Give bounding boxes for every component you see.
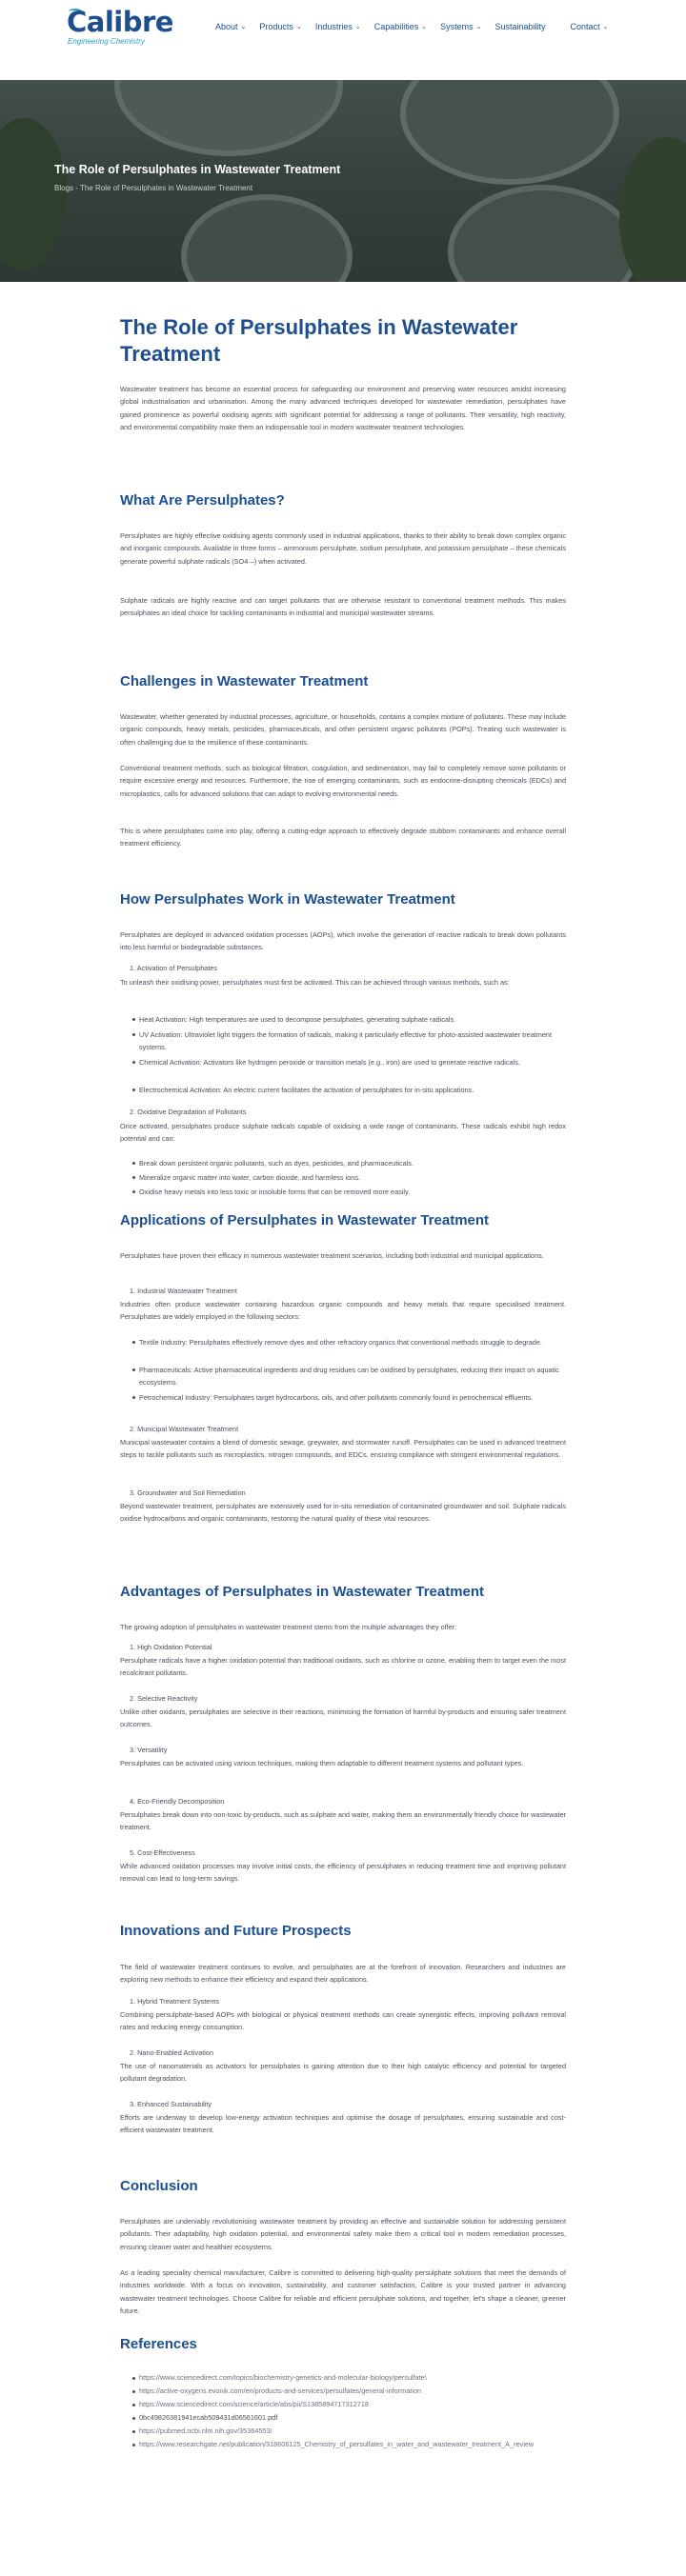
reference-link[interactable]: 0bc49826381941ecab509431d06561601.pdf <box>139 2413 278 2422</box>
list-item-number: 1. Industrial Wastewater Treatment <box>130 1287 237 1295</box>
advantage-text: Persulphates can be activated using various techniques, making them adaptable to different treatment systems and pollutant types. <box>120 1759 524 1767</box>
hero-overlay <box>0 80 686 282</box>
logo-wordmark: Calibre <box>67 6 173 38</box>
innovation-text: Combining persulphate-based AOPs with biological or physical treatment methods can create synergistic effects, improving pollutant removal rates and reducing energy consumption. <box>120 2010 566 2032</box>
article-title-line: Treatment <box>120 342 221 366</box>
breadcrumb[interactable]: Blogs - The Role of Persulphates in Wastewater Treatment <box>54 184 253 192</box>
chevron-down-icon: ⌄ <box>240 24 247 30</box>
advantage-text: While advanced oxidation processes may involve initial costs, the efficiency of persulphates in reducing treatment time and improving pollutant removal can lead to long-term savings. <box>120 1862 566 1884</box>
reference-link[interactable]: https://www.sciencedirect.com/topics/biochemistry-genetics-and-molecular-biology/persulfate\ <box>139 2373 427 2382</box>
site-header <box>0 0 686 80</box>
section-heading-advantages: Advantages of Persulphates in Wastewater Treatment <box>120 1584 485 1600</box>
innovations-intro: The field of wastewater treatment continues to evolve, and persulphates are at the forefront of innovation. Researchers and industries are exploring new methods to enhance their efficiency and expand their applications. <box>120 1963 566 1985</box>
nav-label: Industries <box>314 22 353 31</box>
list-item: Oxidise heavy metals into less toxic or insoluble forms that can be removed more easily. <box>139 1186 566 1198</box>
nav-label: Products <box>259 22 293 31</box>
list-item-number: 3. Enhanced Sustainability <box>130 2100 212 2108</box>
nav-label: About <box>215 22 238 31</box>
nav-item-systems[interactable] <box>440 20 481 33</box>
section-heading-references: References <box>120 2336 197 2352</box>
list-item: Mineralize organic matter into water, carbon dioxide, and harmless ions. <box>139 1171 566 1184</box>
list-item-number: 5. Cost-Effectiveness <box>130 1848 195 1857</box>
chevron-down-icon: ⌄ <box>354 24 361 30</box>
list-item: Break down persistent organic pollutants, such as dyes, pesticides, and pharmaceuticals. <box>139 1157 566 1169</box>
nav-item-capabilities[interactable] <box>374 20 427 33</box>
section-heading-what: What Are Persulphates? <box>120 492 285 509</box>
advantage-text: Unlike other oxidants, persulphates are selective in their reactions, minimising the formation of harmful by-products and ensuring safer treatment outcomes. <box>120 1707 566 1729</box>
nav-item-contact[interactable] <box>571 20 609 33</box>
nav-label: Sustainability <box>494 22 546 31</box>
nav-label: Systems <box>440 22 474 31</box>
innovation-text: Efforts are underway to develop low-energy activation techniques and optimise the dosage of persulphates, ensuring sustainable and cost-efficient wastewater treatment. <box>120 2113 566 2135</box>
conclusion-paragraph-1: Persulphates are undeniably revolutionising wastewater treatment by providing an effective and sustainable solution for addressing persistent pollutants. Their adaptability, high oxidation potential, and environmental safety make them a critical tool in modern remediation processes, ensuring cleaner water and healthier ecosystems. <box>120 2217 566 2251</box>
section-heading-challenges: Challenges in Wastewater Treatment <box>120 673 369 689</box>
applications-intro: Persulphates have proven their efficacy in numerous wastewater treatment scenarios, including both industrial and municipal applications. <box>120 1251 544 1260</box>
advantage-text: Persulphates break down into non-toxic by-products, such as sulphate and water, making them an environmentally friendly choice for wastewater treatment. <box>120 1810 566 1832</box>
list-item-number: 3. Groundwater and Soil Remediation <box>130 1488 246 1497</box>
reference-link[interactable]: https://www.researchgate.net/publication/318606125_Chemistry_of_persulfates_in_water_and_wastewater_treatment_A_review <box>139 2440 535 2448</box>
article-title-line: The Role of Persulphates in Wastewater <box>120 315 518 339</box>
list-item: Textile Industry: Persulphates effectively remove dyes and other refractory organics that conventional methods struggle to degrade. <box>139 1336 566 1348</box>
section-heading-innovations: Innovations and Future Prospects <box>120 1923 352 1939</box>
what-paragraph-1: Persulphates are highly effective oxidising agents commonly used in industrial applications, thanks to their ability to break down complex organic and inorganic compounds. Available in three forms – ammonium persulphate, sodium persulphate, and potassium persulphate – these chemicals generate powerful sulphate radicals (SO4·–) when activated. <box>120 531 566 566</box>
list-item-number: 1. Activation of Persulphates <box>130 964 218 972</box>
list-item-number: 1. High Oxidation Potential <box>130 1643 212 1651</box>
chevron-down-icon: ⌄ <box>421 24 428 30</box>
nav-label: Contact <box>570 22 600 31</box>
list-item-number: 2. Municipal Wastewater Treatment <box>130 1425 239 1433</box>
chevron-down-icon: ⌄ <box>295 24 302 30</box>
how-intro: Persulphates are deployed in advanced oxidation processes (AOPs), which involve the generation of reactive radicals to break down pollutants into less harmful or biodegradable substances. <box>120 930 566 952</box>
list-item-number: 3. Versatility <box>130 1746 168 1754</box>
list-item: Pharmaceuticals: Active pharmaceutical ingredients and drug residues can be oxidised by persulphates, reducing their impact on aquatic ecosystems. <box>139 1364 566 1389</box>
reference-link[interactable]: https://pubmed.ncbi.nlm.nih.gov/35364553/ <box>139 2426 272 2435</box>
section-heading-conclusion: Conclusion <box>120 2178 198 2194</box>
advantage-text: Persulphate radicals have a higher oxidation potential than traditional oxidants, such as chlorine or ozone, enabling them to target even the most recalcitrant pollutants. <box>120 1656 566 1678</box>
logo-tagline: Engineering Chemistry <box>68 37 145 46</box>
nav-item-products[interactable] <box>259 20 301 33</box>
nav-item-industries[interactable] <box>315 20 361 33</box>
section-heading-how: How Persulphates Work in Wastewater Treatment <box>120 891 455 908</box>
challenges-paragraph-3: This is where persulphates come into play, offering a cutting-edge approach to effectively degrade stubborn contaminants and enhance overall treatment efficiency. <box>120 827 566 849</box>
applications-a3-text: Beyond wastewater treatment, persulphates are extensively used for in-situ remediation of contaminated groundwater and soil. Sulphate radicals oxidise hydrocarbons and organic contaminants, restoring the natural quality of these vital resources. <box>120 1502 566 1524</box>
list-item-number: 2. Selective Reactivity <box>130 1694 198 1703</box>
conclusion-paragraph-2: As a leading speciality chemical manufacturer, Calibre is committed to delivering high-quality persulphate solutions that meet the demands of industries worldwide. With a focus on innovation, sustainability, and customer satisfaction, Calibre is your trusted partner in advancing wastewater treatment technologies. Choose Calibre for reliable and efficient persulphate solutions, and together, let's shape a cleaner, greener future. <box>120 2268 566 2315</box>
hero-title: The Role of Persulphates in Wastewater Treatment <box>54 163 341 176</box>
section-heading-applications: Applications of Persulphates in Wastewater Treatment <box>120 1212 490 1228</box>
hero-banner <box>0 80 686 282</box>
list-item-number: 1. Hybrid Treatment Systems <box>130 1997 220 2006</box>
reference-link[interactable]: https://active-oxygens.evonik.com/en/products-and-services/persulfates/general-information <box>139 2386 422 2395</box>
nav-item-about[interactable] <box>215 20 246 33</box>
intro-paragraph: Wastewater treatment has become an essential process for safeguarding our environment and preserving water resources amidst increasing global industrialisation and urbanisation. Among the many advanced techniques developed for wastewater remediation, persulphates have gained prominence as powerful oxidising agents with significant potential for addressing a range of pollutants. Their versatility, high reactivity, and environmental compatibility make them an indispensable tool in modern wastewater treatment technologies. <box>120 385 566 431</box>
main-nav <box>215 20 621 33</box>
challenges-paragraph-2: Conventional treatment methods, such as biological filtration, coagulation, and sedimentation, may fail to completely remove some pollutants or require excessive energy and resources. Furthermore, the rise of emerging contaminants, such as endocrine-disrupting chemicals (EDCs) and microplastics, calls for advanced solutions that can adapt to evolving environmental needs. <box>120 764 566 798</box>
how-step1-text: To unleash their oxidising power, persulphates must first be activated. This can be achieved through various methods, such as: <box>120 978 510 987</box>
how-step2-text: Once activated, persulphates produce sulphate radicals capable of oxidising a wide range of contaminants. These radicals exhibit high redox potential and can: <box>120 1122 566 1144</box>
list-item: Petrochemical Industry: Persulphates target hydrocarbons, oils, and other pollutants commonly found in petrochemical effluents. <box>139 1391 566 1404</box>
nav-label: Capabilities <box>373 22 419 31</box>
list-item: Electrochemical Activation: An electric current facilitates the activation of persulphates for in-situ applications. <box>139 1084 566 1096</box>
applications-a1-text: Industries often produce wastewater containing hazardous organic compounds and heavy metals that require specialised treatment. Persulphates are widely employed in the following sectors: <box>120 1300 566 1322</box>
list-item-number: 2. Oxidative Degradation of Pollutants <box>130 1108 247 1116</box>
list-item: UV Activation: Ultraviolet light triggers the formation of radicals, making it particularly effective for photo-assisted wastewater treatment systems. <box>139 1028 566 1054</box>
calibre-logo[interactable] <box>67 6 173 46</box>
advantages-intro: The growing adoption of persulphates in wastewater treatment stems from the multiple advantages they offer: <box>120 1623 457 1631</box>
list-item: Chemical Activation: Activators like hydrogen peroxide or transition metals (e.g., iron) are used to generate reactive radicals. <box>139 1056 566 1068</box>
list-item-number: 4. Eco-Friendly Decomposition <box>130 1797 225 1806</box>
chevron-down-icon: ⌄ <box>602 24 609 30</box>
list-item: Heat Activation: High temperatures are used to decompose persulphates, generating sulphate radicals. <box>139 1013 566 1026</box>
challenges-paragraph-1: Wastewater, whether generated by industrial processes, agriculture, or households, contains a complex mixture of pollutants. These may include organic compounds, heavy metals, pesticides, pharmaceuticals, and other persistent organic pollutants (POPs). Treating such wastewater is often challenging due to the resilience of these contaminants. <box>120 712 566 747</box>
what-paragraph-2: Sulphate radicals are highly reactive and can target pollutants that are otherwise resistant to conventional treatment methods. This makes persulphates an ideal choice for tackling contaminants in industrial and municipal wastewater streams. <box>120 596 566 618</box>
innovation-text: The use of nanomaterials as activators for persulphates is gaining attention due to their high catalytic efficiency and potential for targeted pollutant degradation. <box>120 2062 566 2084</box>
applications-a2-text: Municipal wastewater contains a blend of domestic sewage, greywater, and stormwater runoff. Persulphates can be used in advanced treatment steps to tackle pollutants such as microplastics, nitrogen compounds, and EDCs, ensuring compliance with stringent environmental regulations. <box>120 1438 566 1460</box>
reference-link[interactable]: https://www.sciencedirect.com/science/article/abs/pii/S1385894717312718 <box>139 2400 369 2408</box>
list-item-number: 2. Nano-Enabled Activation <box>130 2048 214 2057</box>
chevron-down-icon: ⌄ <box>475 24 482 30</box>
article-title <box>120 314 566 368</box>
nav-item-sustainability[interactable] <box>495 20 546 33</box>
